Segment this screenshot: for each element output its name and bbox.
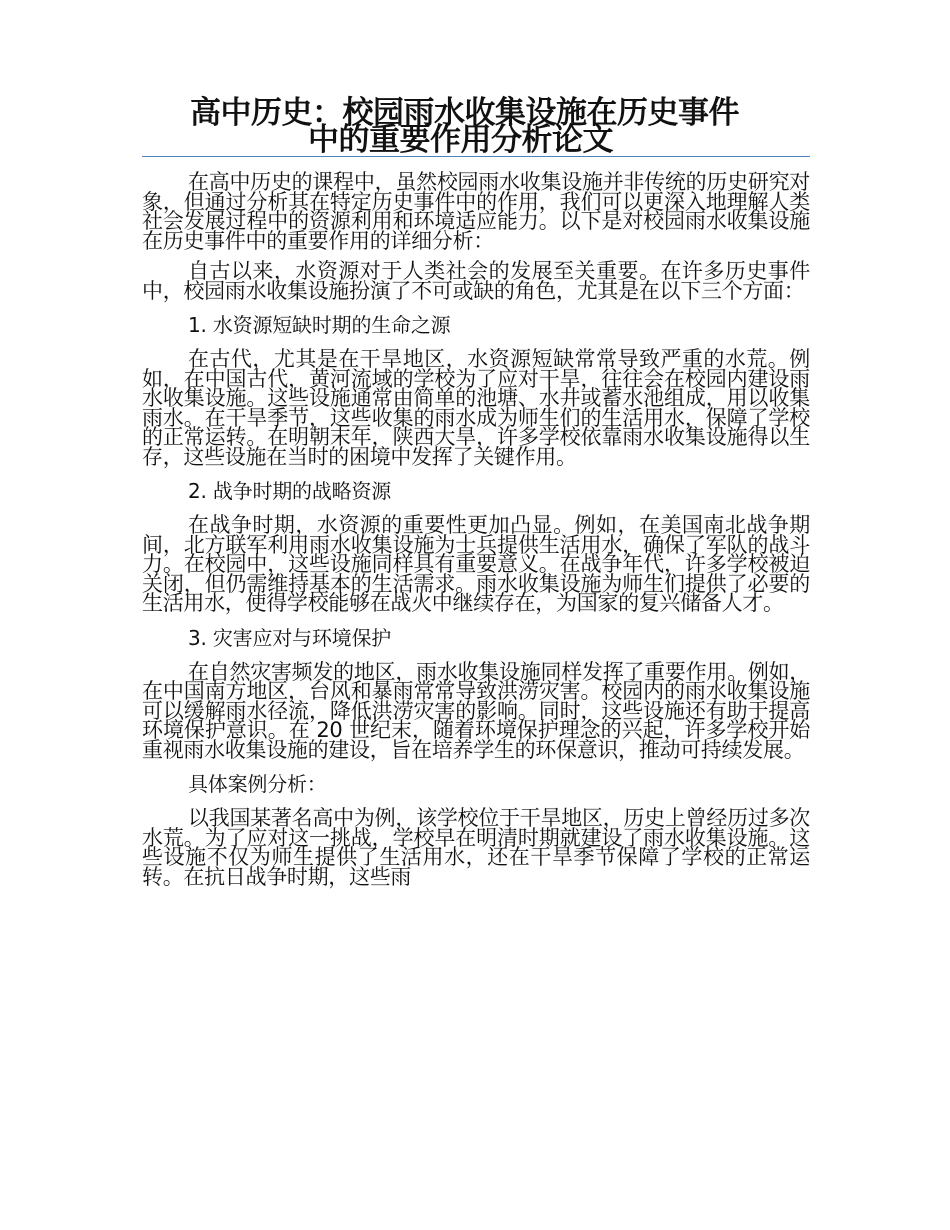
- section-body-1: 在古代，尤其是在干旱地区，水资源短缺常常导致严重的水荒。例如，在中国古代，黄河流域的学校为了应对干旱，往往会在校园内建设雨水收集设施。这些设施通常由简单的池塘、水井或蓄水池组成，用以收集雨水。在干旱季节，这些收集的雨水成为师生们的生活用水，保障了学校的正常运转。在明朝末年，陕西大旱，许多学校依靠雨水收集设施得以生存，这些设施在当时的困境中发挥了关键作用。: [142, 347, 810, 469]
- overview-paragraph: 自古以来，水资源对于人类社会的发展至关重要。在许多历史事件中，校园雨水收集设施扮演了不可或缺的角色，尤其是在以下三个方面：: [142, 259, 810, 303]
- document-title-line-1: 高中历史：校园雨水收集设施在历史事件: [190, 95, 739, 131]
- document-title: [142, 95, 810, 158]
- case-heading: 具体案例分析：: [188, 772, 327, 796]
- section-heading-2: 2. 战争时期的战略资源: [188, 479, 392, 503]
- document-title-line-2: 中的重要作用分析论文: [308, 122, 613, 158]
- document-page: [142, 95, 810, 898]
- section-body-3: 在自然灾害频发的地区，雨水收集设施同样发挥了重要作用。例如，在中国南方地区，台风和暴雨常常导致洪涝灾害。校园内的雨水收集设施可以缓解雨水径流，降低洪涝灾害的影响。同时，这些设施还有助于提高环境保护意识。在 20 世纪末，随着环境保护理念的兴起，许多学校开始重视雨水收集设施的建设，旨在培养学生的环保意识，推动可持续发展。: [142, 659, 810, 762]
- intro-paragraph: 在高中历史的课程中，虽然校园雨水收集设施并非传统的历史研究对象，但通过分析其在特定历史事件中的作用，我们可以更深入地理解人类社会发展过程中的资源利用和环境适应能力。以下是对校园雨水收集设施在历史事件中的重要作用的详细分析：: [142, 170, 810, 253]
- section-heading-3: 3. 灾害应对与环境保护: [188, 625, 392, 650]
- case-paragraph: 以我国某著名高中为例，该学校位于干旱地区，历史上曾经历过多次水荒。为了应对这一挑战，学校早在明清时期就建设了雨水收集设施。这些设施不仅为师生提供了生活用水，还在干旱季节保障了学校的正常运转。在抗日战争时期，这些雨: [142, 806, 810, 889]
- section-body-2: 在战争时期，水资源的重要性更加凸显。例如，在美国南北战争期间，北方联军利用雨水收集设施为士兵提供生活用水，确保了军队的战斗力。在校园中，这些设施同样具有重要意义。在战争年代，许多学校被迫关闭，但仍需维持基本的生活需求。雨水收集设施为师生们提供了必要的生活用水，使得学校能够在战火中继续存在，为国家的复兴储备人才。: [142, 513, 810, 615]
- section-heading-1: 1. 水资源短缺时期的生命之源: [188, 313, 451, 337]
